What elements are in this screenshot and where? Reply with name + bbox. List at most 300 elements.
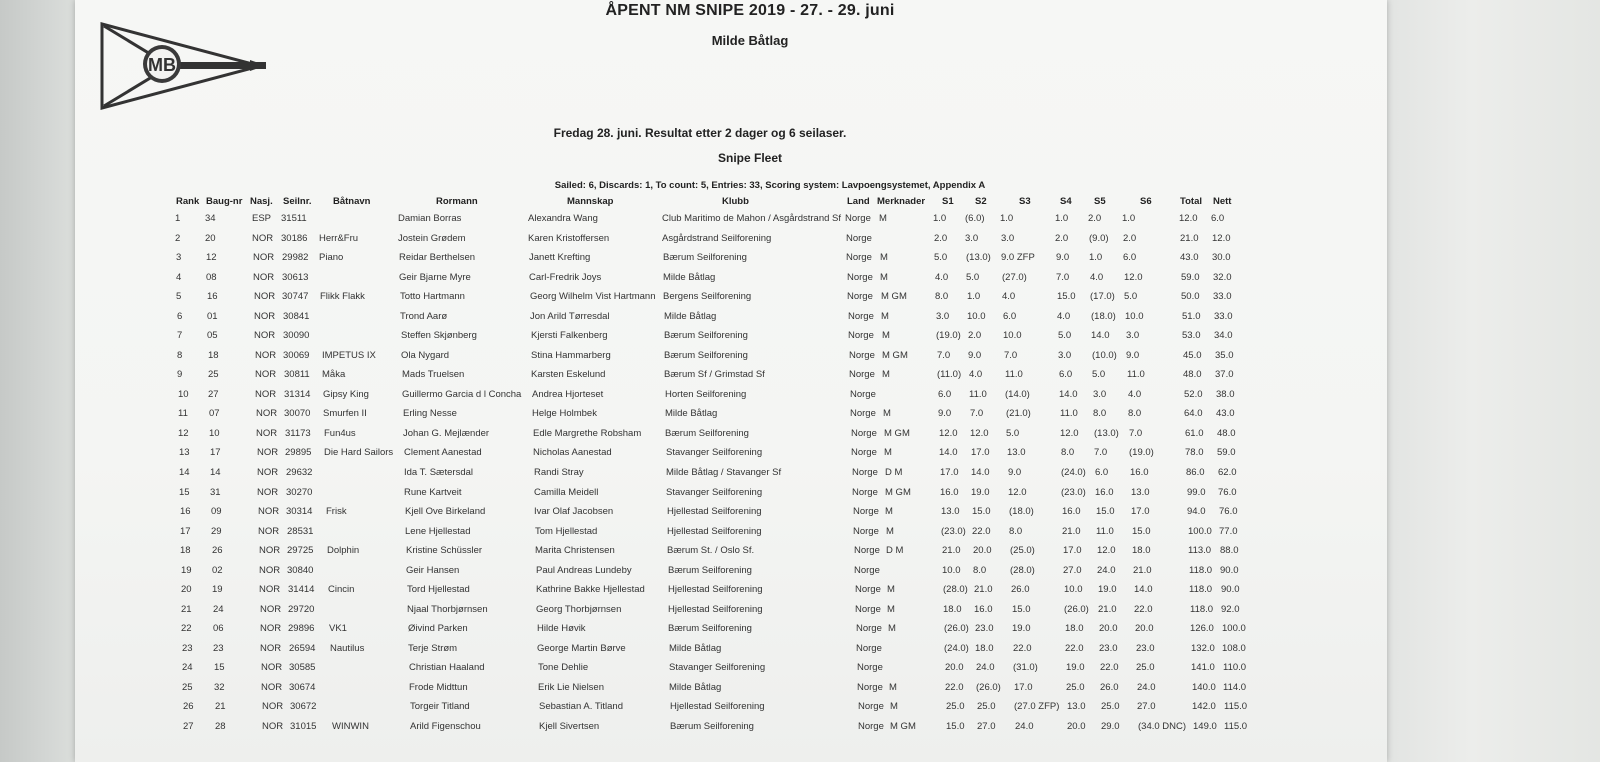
cell-country: Norge (848, 311, 874, 322)
cell-helmsman: Arild Figenschou (410, 721, 481, 732)
cell-total: 149.0 (1193, 721, 1217, 732)
cell-nation: NOR (258, 506, 280, 517)
cell-s2: 11.0 (969, 389, 987, 400)
cell-crew: Jon Arild Tørresdal (530, 311, 610, 322)
cell-net: 62.0 (1218, 467, 1237, 478)
cell-s3: 1.0 (1000, 213, 1014, 224)
cell-bow-number: 23 (213, 643, 224, 654)
cell-s5: 6.0 (1095, 467, 1109, 478)
cell-helmsman: Christian Haaland (409, 662, 485, 673)
cell-club: Milde Båtlag (664, 311, 717, 322)
cell-club: Stavanger Seilforening (666, 447, 763, 458)
cell-total: 78.0 (1185, 447, 1204, 458)
table-row (0, 233, 1600, 251)
cell-crew: Edle Margrethe Robsham (533, 428, 642, 439)
cell-s4: 6.0 (1059, 369, 1073, 380)
cell-remarks: M (881, 311, 889, 322)
cell-s3: 4.0 (1002, 291, 1016, 302)
table-row (0, 350, 1600, 368)
cell-country: Norge (854, 565, 880, 576)
cell-crew: Paul Andreas Lundeby (536, 565, 632, 576)
cell-s1: 7.0 (937, 350, 951, 361)
cell-bow-number: 08 (206, 272, 217, 283)
cell-country: Norge (855, 604, 881, 615)
cell-net: 90.0 (1221, 584, 1240, 595)
cell-nation: NOR (254, 330, 276, 341)
cell-s6: 7.0 (1129, 428, 1143, 439)
cell-net: 100.0 (1222, 623, 1246, 634)
column-header-s4: S4 (1060, 196, 1072, 207)
cell-s3: 8.0 (1009, 526, 1023, 537)
cell-net: 35.0 (1215, 350, 1234, 361)
cell-sail-number: 31173 (285, 428, 311, 439)
cell-sail-number: 30840 (287, 565, 314, 576)
cell-s1: 15.0 (946, 721, 965, 732)
cell-sail-number: 30186 (281, 233, 308, 244)
cell-club: Bærum Seilforening (664, 350, 748, 361)
cell-s6: 18.0 (1132, 545, 1151, 556)
cell-rank: 14 (179, 467, 190, 478)
cell-helmsman: Damian Borras (398, 213, 462, 224)
cell-s1: 25.0 (946, 701, 965, 712)
table-row (0, 721, 1600, 739)
cell-s6: 2.0 (1123, 233, 1137, 244)
cell-s2: (26.0) (976, 682, 1001, 693)
cell-club: Bergens Seilforening (663, 291, 752, 302)
cell-s1: 13.0 (941, 506, 960, 517)
cell-s4: 25.0 (1066, 682, 1085, 693)
cell-s6: 5.0 (1124, 291, 1138, 302)
fleet-name: Snipe Fleet (717, 151, 782, 165)
cell-s2: 7.0 (970, 408, 984, 419)
cell-s2: 2.0 (968, 330, 982, 341)
cell-country: Norge (855, 584, 881, 595)
cell-club: Milde Båtlag (669, 682, 722, 693)
cell-s4: 1.0 (1055, 213, 1069, 224)
cell-bow-number: 34 (205, 213, 216, 224)
cell-sail-number: 31511 (281, 213, 307, 224)
cell-bow-number: 26 (212, 545, 223, 556)
cell-s2: 14.0 (971, 467, 990, 478)
table-header (0, 196, 1600, 214)
cell-s5: (10.0) (1092, 350, 1117, 361)
logo-text: MB (148, 55, 176, 75)
column-header-country: Land (847, 196, 870, 207)
cell-s3: (28.0) (1010, 565, 1035, 576)
cell-s5: 12.0 (1097, 545, 1116, 556)
cell-country: Norge (853, 526, 879, 537)
cell-club: Hjellestad Seilforening (668, 604, 763, 615)
cell-s1: 12.0 (939, 428, 958, 439)
table-row (0, 545, 1600, 563)
cell-s2: 24.0 (976, 662, 995, 673)
cell-remarks: M (886, 526, 894, 537)
results-subtitle: Fredag 28. juni. Resultat etter 2 dager og 6 seilaser. (553, 126, 847, 140)
cell-boat-name: Die Hard Sailors (324, 447, 394, 458)
cell-net: 77.0 (1219, 526, 1238, 537)
cell-country: Norge (858, 721, 884, 732)
cell-boat-name: Gipsy King (323, 389, 369, 400)
column-header-net: Nett (1213, 196, 1232, 207)
cell-bow-number: 19 (212, 584, 223, 595)
cell-crew: Tone Dehlie (538, 662, 589, 673)
cell-s5: 7.0 (1094, 447, 1108, 458)
cell-s5: (18.0) (1091, 311, 1116, 322)
cell-s2: 10.0 (967, 311, 986, 322)
cell-net: 38.0 (1216, 389, 1235, 400)
cell-sail-number: 30090 (283, 330, 310, 341)
cell-s5: 5.0 (1092, 369, 1106, 380)
cell-s2: 25.0 (977, 701, 996, 712)
cell-s4: 2.0 (1055, 233, 1069, 244)
cell-s1: 8.0 (935, 291, 949, 302)
cell-net: 115.0 (1224, 721, 1248, 732)
table-row (0, 330, 1600, 348)
cell-bow-number: 14 (210, 467, 221, 478)
cell-club: Milde Båtlag (663, 272, 716, 283)
cell-s1: 9.0 (938, 408, 952, 419)
cell-s4: 20.0 (1067, 721, 1086, 732)
cell-s5: 23.0 (1099, 643, 1118, 654)
cell-s3: 9.0 (1008, 467, 1022, 478)
cell-remarks: M (890, 701, 898, 712)
cell-bow-number: 31 (210, 487, 221, 498)
cell-s5: 15.0 (1096, 506, 1115, 517)
cell-total: 126.0 (1190, 623, 1214, 634)
cell-s1: 6.0 (938, 389, 952, 400)
cell-helmsman: Frode Midttun (409, 682, 468, 693)
cell-remarks: M (884, 447, 892, 458)
table-row (0, 506, 1600, 524)
cell-helmsman: Øivind Parken (408, 623, 468, 634)
table-row (0, 369, 1600, 387)
cell-crew: Andrea Hjorteset (532, 389, 604, 400)
cell-rank: 10 (178, 389, 189, 400)
cell-s2: 22.0 (972, 526, 991, 537)
cell-nation: NOR (253, 272, 275, 283)
cell-s3: 24.0 (1015, 721, 1034, 732)
cell-s3: 7.0 (1004, 350, 1018, 361)
cell-net: 90.0 (1220, 565, 1239, 576)
cell-total: 59.0 (1181, 272, 1200, 283)
cell-sail-number: 30314 (286, 506, 313, 517)
cell-crew: Georg Wilhelm Vist Hartmann (530, 291, 656, 302)
cell-crew: Stina Hammarberg (531, 350, 611, 361)
cell-s4: 17.0 (1063, 545, 1082, 556)
sailed-summary: Sailed: 6, Discards: 1, To count: 5, Entries: 33, Scoring system: Lavpoengsystemet, Appendix A (554, 180, 986, 191)
cell-s1: 3.0 (936, 311, 950, 322)
cell-s6: 17.0 (1131, 506, 1150, 517)
table-row (0, 487, 1600, 505)
cell-s2: 8.0 (973, 565, 987, 576)
cell-s3: (31.0) (1013, 662, 1038, 673)
cell-nation: NOR (261, 682, 283, 693)
table-row (0, 428, 1600, 446)
cell-rank: 26 (183, 701, 194, 712)
cell-remarks: D M (886, 545, 904, 556)
cell-s4: 22.0 (1065, 643, 1084, 654)
table-row (0, 662, 1600, 680)
cell-net: 110.0 (1223, 662, 1247, 673)
cell-s1: 14.0 (939, 447, 958, 458)
cell-total: 12.0 (1179, 213, 1198, 224)
cell-rank: 8 (177, 350, 183, 361)
cell-s3: 6.0 (1003, 311, 1017, 322)
cell-net: 32.0 (1213, 272, 1232, 283)
cell-s3: (27.0 ZFP) (1014, 701, 1060, 712)
cell-crew: Nicholas Aanestad (533, 447, 612, 458)
cell-remarks: M (882, 369, 890, 380)
cell-s1: 21.0 (942, 545, 961, 556)
cell-club: Milde Båtlag (665, 408, 718, 419)
cell-s3: 13.0 (1007, 447, 1026, 458)
cell-helmsman: Lene Hjellestad (405, 526, 471, 537)
cell-bow-number: 02 (212, 565, 223, 576)
cell-s4: 21.0 (1062, 526, 1081, 537)
cell-helmsman: Clement Aanestad (404, 447, 482, 458)
cell-s6: 24.0 (1137, 682, 1156, 693)
cell-s6: 6.0 (1123, 252, 1137, 263)
cell-s6: 21.0 (1133, 565, 1152, 576)
cell-remarks: M (880, 252, 888, 263)
cell-s5: 22.0 (1100, 662, 1119, 673)
cell-remarks: M (883, 408, 891, 419)
cell-s2: 18.0 (975, 643, 994, 654)
cell-nation: ESP (252, 213, 272, 224)
cell-bow-number: 27 (208, 389, 219, 400)
cell-net: 33.0 (1214, 311, 1233, 322)
cell-s2: 27.0 (977, 721, 996, 732)
cell-nation: NOR (255, 350, 277, 361)
cell-sail-number: 30841 (283, 311, 310, 322)
cell-total: 48.0 (1183, 369, 1202, 380)
cell-total: 45.0 (1183, 350, 1202, 361)
cell-crew: Tom Hjellestad (535, 526, 598, 537)
cell-s6: 8.0 (1128, 408, 1142, 419)
cell-s3: (21.0) (1006, 408, 1031, 419)
cell-rank: 2 (175, 233, 181, 244)
cell-crew: Kjersti Falkenberg (531, 330, 608, 341)
cell-s3: (25.0) (1010, 545, 1035, 556)
cell-s4: 10.0 (1064, 584, 1083, 595)
cell-boat-name: Flikk Flakk (320, 291, 365, 302)
cell-s3: 22.0 (1013, 643, 1032, 654)
cell-s6: 4.0 (1128, 389, 1142, 400)
cell-net: 59.0 (1217, 447, 1236, 458)
cell-s1: 1.0 (933, 213, 947, 224)
cell-club: Bærum Seilforening (665, 428, 749, 439)
cell-bow-number: 15 (214, 662, 225, 673)
cell-club: Asgårdstrand Seilforening (662, 233, 772, 244)
column-header-crew: Mannskap (567, 196, 614, 207)
cell-s6: 20.0 (1135, 623, 1154, 634)
cell-s5: 21.0 (1098, 604, 1117, 615)
cell-country: Norge (856, 623, 882, 634)
cell-bow-number: 16 (207, 291, 218, 302)
cell-remarks: M GM (885, 487, 911, 498)
cell-s6: 25.0 (1136, 662, 1155, 673)
cell-rank: 4 (176, 272, 182, 283)
cell-club: Horten Seilforening (665, 389, 747, 400)
cell-s5: 19.0 (1098, 584, 1117, 595)
cell-s2: 16.0 (974, 604, 993, 615)
cell-remarks: M GM (884, 428, 910, 439)
cell-crew: Sebastian A. Titland (539, 701, 623, 712)
cell-s5: (13.0) (1094, 428, 1119, 439)
cell-s4: 19.0 (1066, 662, 1085, 673)
cell-net: 6.0 (1211, 213, 1225, 224)
cell-s4: 15.0 (1057, 291, 1076, 302)
cell-total: 43.0 (1180, 252, 1199, 263)
cell-crew: Janett Krefting (529, 252, 591, 263)
cell-s2: 15.0 (972, 506, 991, 517)
cell-helmsman: Steffen Skjønberg (401, 330, 477, 341)
cell-s3: 9.0 ZFP (1001, 252, 1035, 263)
cell-nation: NOR (258, 526, 280, 537)
cell-s3: 15.0 (1012, 604, 1031, 615)
cell-sail-number: 30070 (284, 408, 311, 419)
cell-total: 52.0 (1184, 389, 1203, 400)
cell-sail-number: 30585 (289, 662, 316, 673)
cell-total: 94.0 (1187, 506, 1206, 517)
cell-s3: 3.0 (1001, 233, 1015, 244)
cell-remarks: M (888, 623, 896, 634)
cell-rank: 15 (179, 487, 190, 498)
cell-total: 99.0 (1187, 487, 1206, 498)
cell-s1: (24.0) (944, 643, 969, 654)
cell-nation: NOR (254, 291, 276, 302)
cell-total: 53.0 (1182, 330, 1201, 341)
column-header-sail-number: Seilnr. (283, 196, 312, 207)
cell-s5: 14.0 (1091, 330, 1110, 341)
cell-boat-name: Nautilus (330, 643, 365, 654)
cell-country: Norge (845, 213, 871, 224)
cell-country: Norge (848, 330, 874, 341)
cell-s4: 27.0 (1063, 565, 1082, 576)
cell-nation: NOR (255, 389, 277, 400)
cell-bow-number: 28 (215, 721, 226, 732)
cell-s4: (23.0) (1061, 487, 1086, 498)
cell-helmsman: Mads Truelsen (402, 369, 465, 380)
cell-boat-name: Fun4us (324, 428, 356, 439)
cell-crew: Camilla Meidell (534, 487, 599, 498)
cell-country: Norge (850, 389, 876, 400)
cell-sail-number: 30069 (283, 350, 310, 361)
cell-total: 118.0 (1189, 565, 1213, 576)
cell-s1: (28.0) (943, 584, 968, 595)
cell-s6: 16.0 (1130, 467, 1149, 478)
cell-total: 50.0 (1181, 291, 1200, 302)
club-name: Milde Båtlag (711, 33, 789, 48)
cell-s3: (27.0) (1002, 272, 1027, 283)
cell-s5: 8.0 (1093, 408, 1107, 419)
cell-crew: Hilde Høvik (537, 623, 586, 634)
cell-country: Norge (852, 487, 878, 498)
cell-remarks: M (879, 213, 887, 224)
cell-net: 76.0 (1219, 506, 1238, 517)
cell-sail-number: 26594 (289, 643, 316, 654)
cell-s2: 17.0 (971, 447, 990, 458)
cell-total: 86.0 (1186, 467, 1205, 478)
cell-sail-number: 31314 (284, 389, 311, 400)
cell-sail-number: 29896 (288, 623, 315, 634)
cell-s5: (9.0) (1089, 233, 1109, 244)
cell-s4: 11.0 (1060, 408, 1078, 419)
cell-club: Bærum Seilforening (664, 330, 748, 341)
column-header-helmsman: Rormann (436, 196, 478, 207)
cell-helmsman: Kjell Ove Birkeland (405, 506, 486, 517)
cell-bow-number: 01 (207, 311, 218, 322)
cell-s2: 21.0 (974, 584, 993, 595)
cell-club: Milde Båtlag / Stavanger Sf (666, 467, 782, 478)
cell-s3: (14.0) (1005, 389, 1030, 400)
cell-helmsman: Njaal Thorbjørnsen (407, 604, 488, 615)
cell-sail-number: 30811 (284, 369, 310, 380)
cell-s2: (13.0) (966, 252, 991, 263)
cell-s3: 11.0 (1005, 369, 1023, 380)
cell-net: 115.0 (1224, 701, 1248, 712)
cell-net: 76.0 (1218, 487, 1237, 498)
cell-boat-name: Herr&Fru (319, 233, 359, 244)
cell-rank: 13 (179, 447, 190, 458)
cell-country: Norge (849, 369, 875, 380)
column-header-boat-name: Båtnavn (333, 196, 371, 207)
cell-nation: NOR (257, 467, 279, 478)
cell-s5: 25.0 (1101, 701, 1120, 712)
cell-helmsman: Reidar Berthelsen (399, 252, 476, 263)
cell-s6: 14.0 (1134, 584, 1153, 595)
cell-country: Norge (850, 408, 876, 419)
cell-club: Hjellestad Seilforening (667, 526, 762, 537)
cell-sail-number: 30674 (289, 682, 316, 693)
cell-nation: NOR (255, 369, 277, 380)
cell-s6: 9.0 (1126, 350, 1140, 361)
cell-rank: 3 (176, 252, 182, 263)
cell-nation: NOR (256, 428, 278, 439)
cell-nation: NOR (259, 565, 281, 576)
column-header-s3: S3 (1019, 196, 1031, 207)
table-row (0, 213, 1600, 231)
cell-country: Norge (857, 682, 883, 693)
cell-bow-number: 09 (211, 506, 222, 517)
cell-crew: Randi Stray (534, 467, 584, 478)
cell-s1: 2.0 (934, 233, 948, 244)
cell-total: 118.0 (1189, 584, 1213, 595)
cell-s4: 5.0 (1058, 330, 1072, 341)
cell-s4: (24.0) (1061, 467, 1086, 478)
table-row (0, 701, 1600, 719)
cell-helmsman: Totto Hartmann (400, 291, 465, 302)
cell-crew: Karen Kristoffersen (528, 233, 610, 244)
cell-helmsman: Ola Nygard (401, 350, 450, 361)
cell-bow-number: 07 (209, 408, 220, 419)
cell-total: 64.0 (1184, 408, 1203, 419)
cell-nation: NOR (262, 721, 284, 732)
table-row (0, 682, 1600, 700)
cell-s6: 13.0 (1131, 487, 1150, 498)
cell-club: Bærum Seilforening (668, 623, 752, 634)
cell-s6: 12.0 (1124, 272, 1143, 283)
cell-country: Norge (857, 662, 883, 673)
cell-s5: 16.0 (1095, 487, 1114, 498)
cell-sail-number: 28531 (287, 526, 314, 537)
cell-s4: 13.0 (1067, 701, 1086, 712)
cell-club: Bærum Sf / Grimstad Sf (664, 369, 765, 380)
cell-s6: 22.0 (1134, 604, 1153, 615)
cell-country: Norge (849, 350, 875, 361)
cell-country: Norge (853, 506, 879, 517)
cell-crew: Erik Lie Nielsen (538, 682, 604, 693)
